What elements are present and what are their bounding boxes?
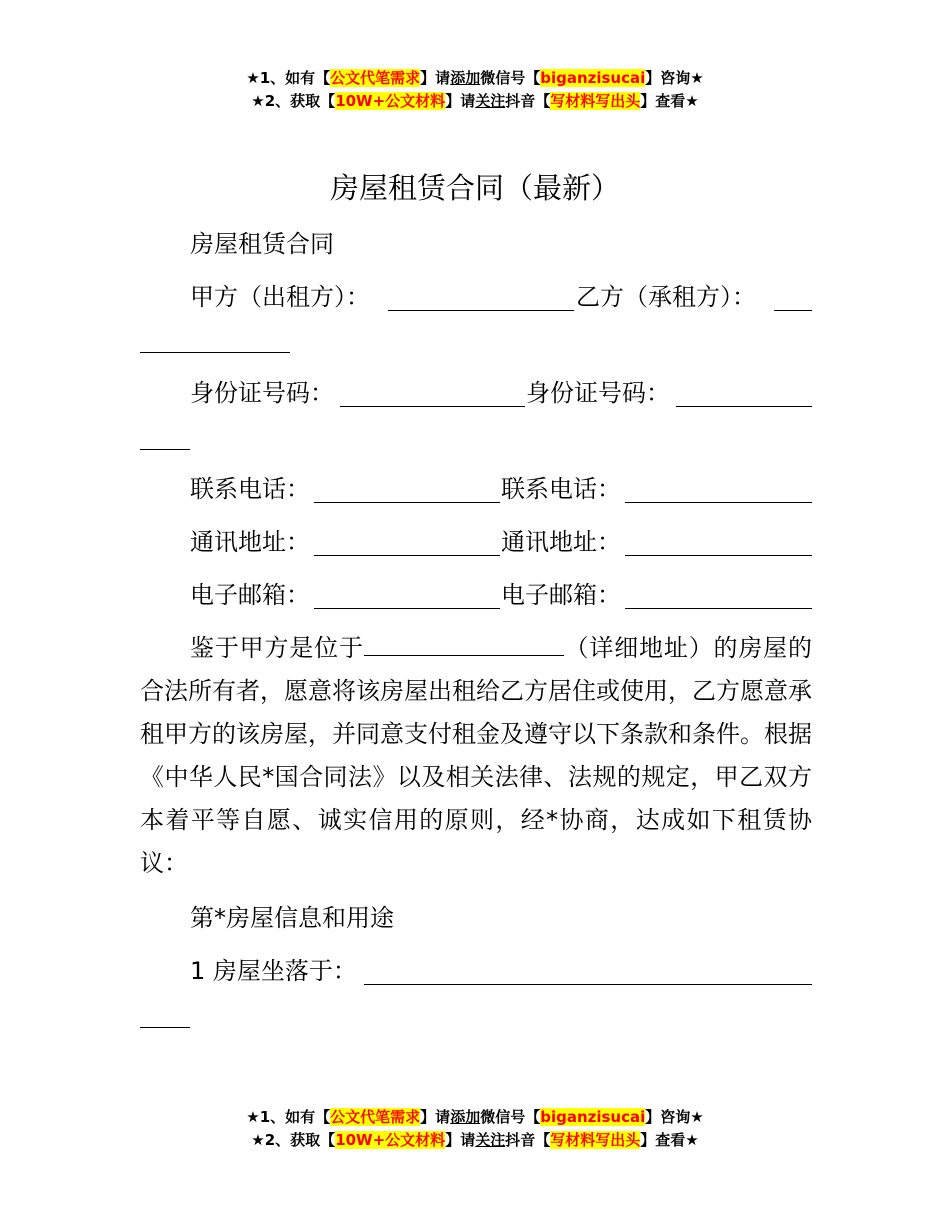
banner-text: 微信号【 xyxy=(480,1108,541,1126)
banner-underline: 关注 xyxy=(475,92,506,110)
banner-text: ★1、如有【 xyxy=(246,1108,331,1126)
banner-highlight: 公文代笔需求 xyxy=(330,69,421,87)
item-1-blank-cont[interactable] xyxy=(140,1027,190,1028)
phone-blank-a[interactable] xyxy=(314,502,500,503)
banner-underline: 添加 xyxy=(450,69,481,87)
address-label-b: 通讯地址： xyxy=(501,528,621,556)
recital-prefix: 鉴于甲方是位于 xyxy=(190,634,364,662)
footer-banner xyxy=(0,1106,950,1152)
banner-highlight: 写材料写出头 xyxy=(550,1131,641,1149)
banner-line-2 xyxy=(0,90,950,113)
address-blank-a[interactable] xyxy=(314,555,500,556)
phone-blank-b[interactable] xyxy=(625,502,812,503)
banner-text: 】咨询★ xyxy=(645,69,704,87)
id-blank-b-cont[interactable] xyxy=(140,449,190,450)
banner-highlight: 10W+公文材料 xyxy=(335,92,446,110)
banner-highlight: 公文代笔需求 xyxy=(330,1108,421,1126)
address-blank-b[interactable] xyxy=(625,555,812,556)
party-a-blank[interactable] xyxy=(388,310,574,311)
address-label-a: 通讯地址： xyxy=(190,528,310,556)
party-a-label: 甲方（出租方）： xyxy=(190,283,370,311)
banner-text: ★2、获取【 xyxy=(251,92,336,110)
banner-highlight: 写材料写出头 xyxy=(550,92,641,110)
doc-subtitle: 房屋租赁合同 xyxy=(190,230,334,258)
address-inline-blank[interactable] xyxy=(364,629,564,656)
banner-underline: 添加 xyxy=(450,1108,481,1126)
party-b-label: 乙方（承租方）： xyxy=(576,283,756,311)
id-blank-b[interactable] xyxy=(676,406,812,407)
banner-highlight: biganzisucai xyxy=(540,69,646,87)
email-blank-a[interactable] xyxy=(314,608,500,609)
header-banner xyxy=(0,67,950,113)
party-b-blank-cont[interactable] xyxy=(140,352,290,353)
banner-highlight: biganzisucai xyxy=(540,1108,646,1126)
banner-text: 】请 xyxy=(420,69,451,87)
banner-text: 】查看★ xyxy=(640,1131,699,1149)
banner-text: 】请 xyxy=(420,1108,451,1126)
page-title: 房屋租赁合同（最新） xyxy=(329,171,620,205)
phone-label-b: 联系电话： xyxy=(501,475,621,503)
banner-text: ★2、获取【 xyxy=(251,1131,336,1149)
banner-text: ★1、如有【 xyxy=(246,69,331,87)
recital-paragraph xyxy=(140,627,812,885)
id-label-a: 身份证号码： xyxy=(190,379,334,407)
email-label-a: 电子邮箱： xyxy=(190,581,310,609)
banner-text: 抖音【 xyxy=(505,92,551,110)
banner-text: 】请 xyxy=(445,1131,476,1149)
banner-line-1 xyxy=(0,67,950,90)
banner-text: 】查看★ xyxy=(640,92,699,110)
banner-underline: 关注 xyxy=(475,1131,506,1149)
section-heading: 第*房屋信息和用途 xyxy=(190,904,394,932)
party-b-blank[interactable] xyxy=(774,310,812,311)
banner-text: 抖音【 xyxy=(505,1131,551,1149)
item-1-label: 1 房屋坐落于： xyxy=(190,957,357,985)
email-label-b: 电子邮箱： xyxy=(501,581,621,609)
banner-line-1 xyxy=(0,1106,950,1129)
banner-text: 】咨询★ xyxy=(645,1108,704,1126)
id-blank-a[interactable] xyxy=(340,406,525,407)
phone-label-a: 联系电话： xyxy=(190,475,310,503)
email-blank-b[interactable] xyxy=(625,608,812,609)
banner-text: 】请 xyxy=(445,92,476,110)
recital-text: （详细地址）的房屋的合法所有者，愿意将该房屋出租给乙方居住或使用，乙方愿意承租甲方的该房屋，并同意支付租金及遵守以下条款和条件。根据《中华人民*国合同法》以及相关法律、法规的规定，甲乙双方本着平等自愿、诚实信用的原则，经*协商，达成如下租赁协议： xyxy=(140,634,813,877)
banner-line-2 xyxy=(0,1129,950,1152)
item-1-blank[interactable] xyxy=(364,984,812,985)
banner-highlight: 10W+公文材料 xyxy=(335,1131,446,1149)
id-label-b: 身份证号码： xyxy=(526,379,670,407)
banner-text: 微信号【 xyxy=(480,69,541,87)
